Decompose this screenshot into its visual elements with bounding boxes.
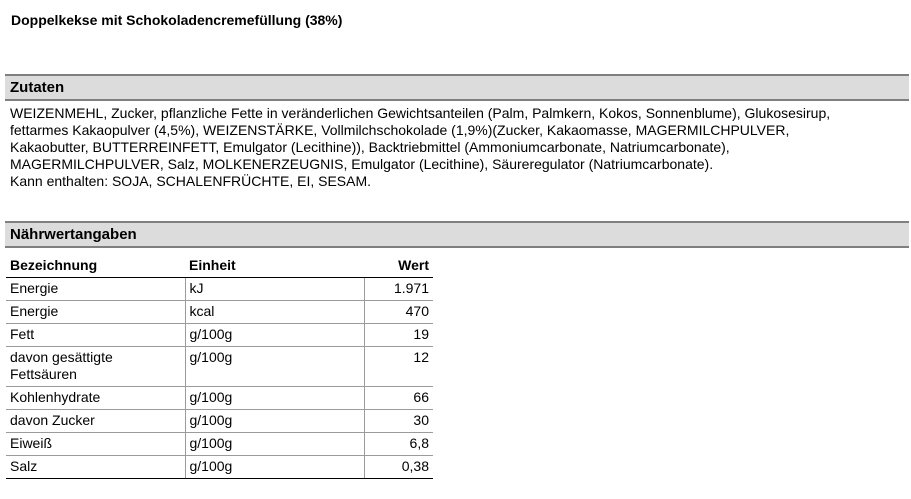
nutrient-name: Energie [6, 301, 185, 324]
table-row [6, 324, 433, 347]
nutrient-name: Fett [6, 324, 185, 347]
nutrient-value: 30 [364, 410, 433, 433]
column-header-unit: Einheit [185, 254, 364, 278]
nutrient-unit: g/100g [185, 433, 364, 456]
nutrient-name: Energie [6, 278, 185, 301]
nutrient-unit: g/100g [185, 456, 364, 479]
product-title: Doppelkekse mit Schokoladencremefüllung (38%) [11, 12, 343, 28]
nutrient-unit: kJ [185, 278, 364, 301]
nutrition-table [6, 254, 433, 479]
nutrient-name: Kohlenhydrate [6, 387, 185, 410]
table-row [6, 278, 433, 301]
nutrient-value: 1.971 [364, 278, 433, 301]
table-row [6, 347, 433, 387]
ingredients-text: WEIZENMEHL, Zucker, pflanzliche Fette in veränderlichen Gewichtsanteilen (Palm, Palmkern, Kokos, Sonnenblume), Glukosesirup, fettarmes Kakaopulver (4,5%), WEIZENSTÄRKE, Vollmilchschokolade (1,9%)(Zucker, Kakaomasse, MAGERMILCHPULVER, Kakaobutter, BUTTERREINFETT, Emulgator (Lecithine)), Backtriebmittel (Ammoniumcarbonate, Natriumcarbonate), MAGERMILCHPULVER, Salz, MOLKENERZEUGNIS, Emulgator (Lecithine), Säureregulator (Natriumcarbonate). Kann enthalten: SOJA, SCHALENFRÜCHTE, EI, SESAM. [10, 105, 831, 189]
nutrient-unit: kcal [185, 301, 364, 324]
nutrient-unit: g/100g [185, 324, 364, 347]
nutrient-value: 0,38 [364, 456, 433, 479]
nutrient-unit: g/100g [185, 347, 364, 387]
ingredients-heading: Zutaten [5, 74, 909, 101]
nutrient-value: 66 [364, 387, 433, 410]
nutrient-name: Salz [6, 456, 185, 479]
column-header-name: Bezeichnung [6, 254, 185, 278]
table-row [6, 301, 433, 324]
column-header-value: Wert [364, 254, 433, 278]
table-row [6, 387, 433, 410]
table-row [6, 456, 433, 479]
nutrient-name: davon gesättigte Fettsäuren [6, 347, 185, 387]
nutrition-table-header-row [6, 254, 433, 278]
nutrient-value: 12 [364, 347, 433, 387]
nutrient-name: davon Zucker [6, 410, 185, 433]
nutrient-value: 470 [364, 301, 433, 324]
table-row [6, 410, 433, 433]
nutrient-name: Eiweiß [6, 433, 185, 456]
ingredients-section [5, 74, 909, 190]
table-row [6, 433, 433, 456]
nutrition-heading: Nährwertangaben [5, 221, 909, 248]
nutrition-section [5, 221, 909, 248]
nutrient-value: 19 [364, 324, 433, 347]
nutrient-unit: g/100g [185, 410, 364, 433]
nutrient-value: 6,8 [364, 433, 433, 456]
nutrient-unit: g/100g [185, 387, 364, 410]
